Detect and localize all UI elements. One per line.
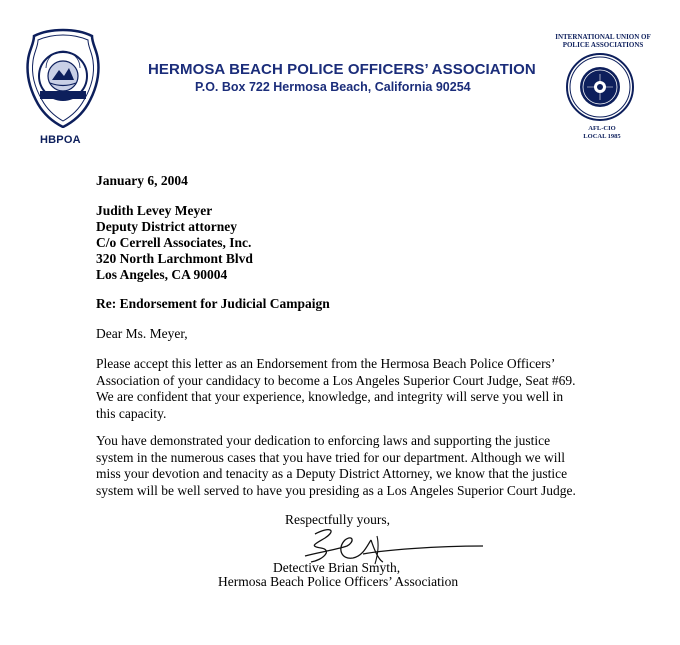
recipient-city: Los Angeles, CA 90004 — [96, 267, 228, 282]
subject-line: Re: Endorsement for Judicial Campaign — [96, 296, 330, 311]
paragraph-2-line: system in the numerous cases that you have tried for our department. Although we will — [96, 449, 566, 465]
hbpoa-abbreviation: HBPOA — [40, 134, 81, 146]
letter-date: January 6, 2004 — [96, 173, 188, 188]
recipient-title: Deputy District attorney — [96, 219, 237, 234]
paragraph-2-line: You have demonstrated your dedication to enforcing laws and supporting the justice — [96, 433, 551, 448]
signer-organization: Hermosa Beach Police Officers’ Association — [218, 574, 459, 589]
paragraph-1-line: this capacity. — [96, 405, 167, 421]
paragraph-2 — [96, 433, 576, 499]
paragraph-1 — [96, 356, 576, 422]
signer-name: Detective Brian Smyth, — [273, 560, 401, 575]
union-name-line1: INTERNATIONAL UNION OF — [555, 33, 651, 41]
police-badge-logo — [26, 28, 100, 128]
paragraph-1-line: Please accept this letter as an Endorsement from the Hermosa Beach Police Officers’ — [96, 356, 556, 371]
paragraph-1-line: Association of your candidacy to become a Los Angeles Superior Court Judge, Seat #69. — [96, 372, 576, 388]
recipient-company: C/o Cerrell Associates, Inc. — [96, 235, 252, 250]
affiliation-line2: LOCAL 1985 — [583, 132, 621, 140]
salutation: Dear Ms. Meyer, — [96, 326, 188, 341]
recipient-address-block — [96, 203, 253, 283]
union-affiliation — [570, 125, 634, 140]
association-address: P.O. Box 722 Hermosa Beach, California 90254 — [195, 80, 471, 94]
recipient-street: 320 North Larchmont Blvd — [96, 251, 253, 266]
union-seal-logo — [565, 52, 635, 122]
paragraph-1-line: We are confident that your experience, knowledge, and integrity will serve you well in — [96, 389, 564, 404]
paragraph-2-line: system will be well served to have you presiding as a Los Angeles Superior Court Judge. — [96, 482, 576, 498]
handwritten-signature — [275, 516, 490, 576]
union-name — [553, 33, 653, 49]
affiliation-line1: AFL-CIO — [588, 125, 616, 132]
closing: Respectfully yours, — [285, 512, 390, 527]
recipient-name: Judith Levey Meyer — [96, 203, 213, 218]
union-name-line2: POLICE ASSOCIATIONS — [562, 41, 644, 49]
paragraph-2-line: miss your devotion and tenacity as a Deputy District Attorney, we know that the justice — [96, 466, 568, 481]
association-name: HERMOSA BEACH POLICE OFFICERS’ ASSOCIATION — [148, 61, 536, 78]
